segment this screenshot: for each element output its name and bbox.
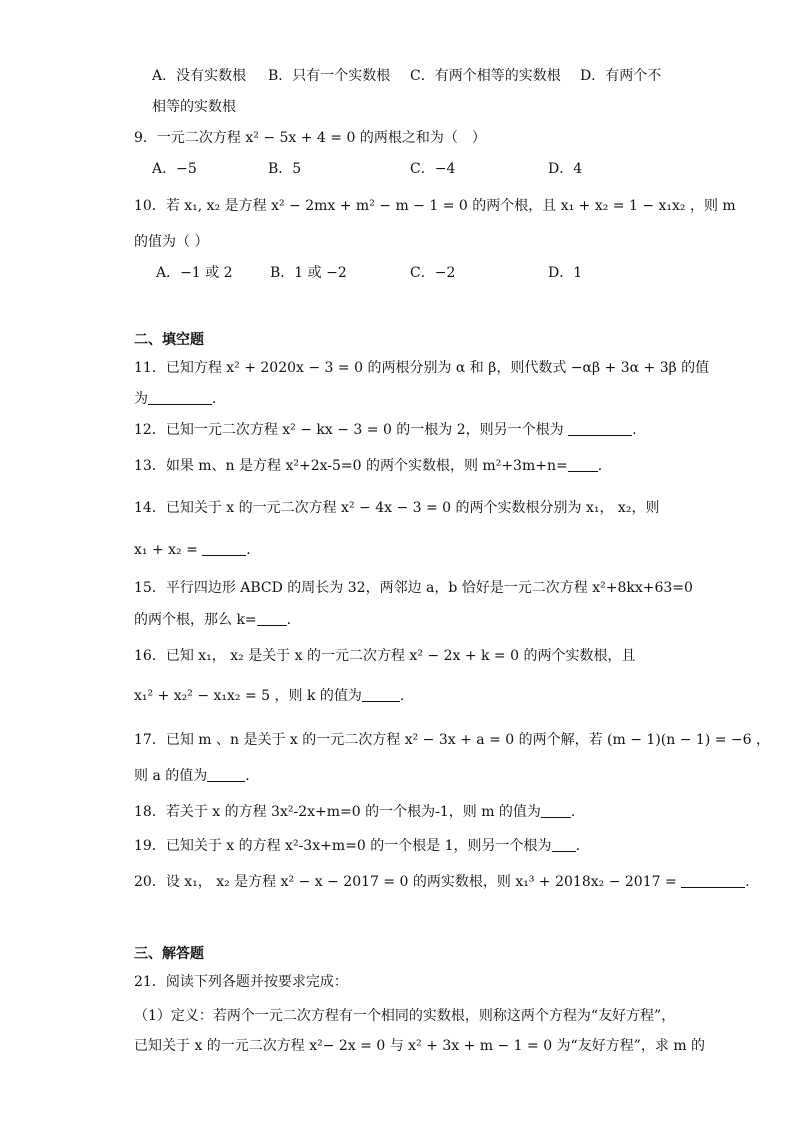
- q8-option-d-cont: 相等的实数根: [152, 99, 236, 115]
- q9-option-d: D．4: [548, 161, 583, 177]
- q18-period: .: [570, 804, 576, 820]
- q17-stem-cont: 则 a 的值为: [134, 768, 208, 784]
- q12-answer-blank[interactable]: [568, 421, 632, 436]
- q14-answer-blank[interactable]: [202, 541, 246, 556]
- q15-period: .: [286, 612, 292, 628]
- section-answer-title: 三、解答题: [134, 946, 204, 962]
- q16-stem: 16．已知 x₁， x₂ 是关于 x 的一元二次方程 x² − 2x + k = 0 的两个实数根，且: [134, 648, 636, 664]
- q10-stem-cont: 的值为（ ）: [134, 234, 209, 250]
- q12-period: .: [632, 422, 637, 438]
- q15-stem: 15．平行四边形 ABCD 的周长为 32，两邻边 a，b 恰好是一元二次方程 x²+8kx+63=0: [134, 580, 693, 596]
- q17-stem: 17．已知 m 、n 是关于 x 的一元二次方程 x² − 3x + a = 0 的两个解，若 (m − 1)(n − 1) = −6 ，: [134, 732, 770, 748]
- q17-period: .: [245, 768, 250, 784]
- q19-line: [134, 836, 580, 856]
- q16-period: .: [399, 688, 405, 704]
- q16-stem-cont: x₁² + x₂² − x₁x₂ = 5 ，则 k 的值为: [134, 688, 362, 704]
- q19-stem: 19．已知关于 x 的方程 x²-3x+m=0 的一个根是 1，则另一个根为: [134, 838, 552, 854]
- q8-option-d: D．有两个不: [580, 68, 662, 84]
- q18-stem: 18．若关于 x 的方程 3x²-2x+m=0 的一个根为-1，则 m 的值为: [134, 804, 541, 820]
- q14-period: .: [246, 542, 251, 558]
- q9-option-a: A．−5: [152, 161, 197, 177]
- q11-stem-cont: 为: [134, 391, 148, 407]
- q20-period: .: [745, 874, 750, 890]
- q11-answer-blank[interactable]: [148, 390, 212, 405]
- q15-stem-cont: 的两个根，那么 k=: [134, 612, 257, 628]
- q9-option-b: B．5: [268, 161, 302, 177]
- q10-option-c: C．−2: [410, 265, 456, 281]
- q18-answer-blank[interactable]: [541, 803, 571, 818]
- q14-answer-line: [134, 540, 251, 560]
- q10-option-a: A．−1 或 2: [156, 265, 233, 281]
- q11-stem: 11．已知方程 x² + 2020x − 3 = 0 的两根分别为 α 和 β，则代数式 −αβ + 3α + 3β 的值: [134, 360, 710, 376]
- q13-period: .: [597, 458, 603, 474]
- q8-option-c: C．有两个相等的实数根: [410, 68, 561, 84]
- q21-part1-cont: 已知关于 x 的一元二次方程 x²− 2x = 0 与 x² + 3x + m − 1 = 0 为“友好方程”，求 m 的: [134, 1038, 706, 1054]
- q14-stem: 14．已知关于 x 的一元二次方程 x² − 4x − 3 = 0 的两个实数根分别为 x₁， x₂，则: [134, 500, 660, 516]
- q8-option-b: B．只有一个实数根: [268, 68, 391, 84]
- q9-option-c: C．−4: [410, 161, 456, 177]
- q9-stem: 9．一元二次方程 x² − 5x + 4 = 0 的两根之和为（ ）: [134, 130, 486, 146]
- q20-line: [134, 872, 750, 892]
- q10-option-d: D．1: [548, 265, 583, 281]
- q15-answer-line: [134, 610, 291, 630]
- q18-line: [134, 802, 575, 822]
- q11-period: ．: [212, 391, 226, 407]
- q13-answer-blank[interactable]: [568, 457, 598, 472]
- section-fill-in-title: 二、填空题: [134, 332, 204, 348]
- q13-line: [134, 456, 602, 476]
- q10-option-b: B．1 或 −2: [270, 265, 347, 281]
- q19-period: .: [575, 838, 581, 854]
- q16-answer-blank[interactable]: [362, 687, 400, 702]
- q12-line: [134, 420, 637, 440]
- q17-answer-blank[interactable]: [207, 767, 245, 782]
- q8-option-a: A．没有实数根: [152, 68, 247, 84]
- q17-answer-line: [134, 766, 250, 786]
- q19-answer-blank[interactable]: [552, 837, 576, 852]
- q11-answer-line: [134, 389, 226, 409]
- q21-stem: 21．阅读下列各题并按要求完成：: [134, 974, 348, 990]
- q10-stem: 10．若 x₁, x₂ 是方程 x² − 2mx + m² − m − 1 = 0 的两个根，且 x₁ + x₂ = 1 − x₁x₂ ，则 m: [134, 198, 736, 214]
- q12-stem: 12．已知一元二次方程 x² − kx − 3 = 0 的一根为 2，则另一个根为: [134, 422, 569, 438]
- q21-part1: （1）定义：若两个一元二次方程有一个相同的实数根，则称这两个方程为“友好方程”，: [134, 1008, 676, 1024]
- q13-stem: 13．如果 m、n 是方程 x²+2x-5=0 的两个实数根，则 m²+3m+n=: [134, 458, 568, 474]
- q14-stem-cont: x₁ + x₂ =: [134, 542, 203, 558]
- q20-answer-blank[interactable]: [681, 873, 745, 888]
- q16-answer-line: [134, 686, 404, 706]
- q15-answer-blank[interactable]: [257, 611, 287, 626]
- q20-stem: 20．设 x₁， x₂ 是方程 x² − x − 2017 = 0 的两实数根，则 x₁³ + 2018x₂ − 2017 =: [134, 874, 682, 890]
